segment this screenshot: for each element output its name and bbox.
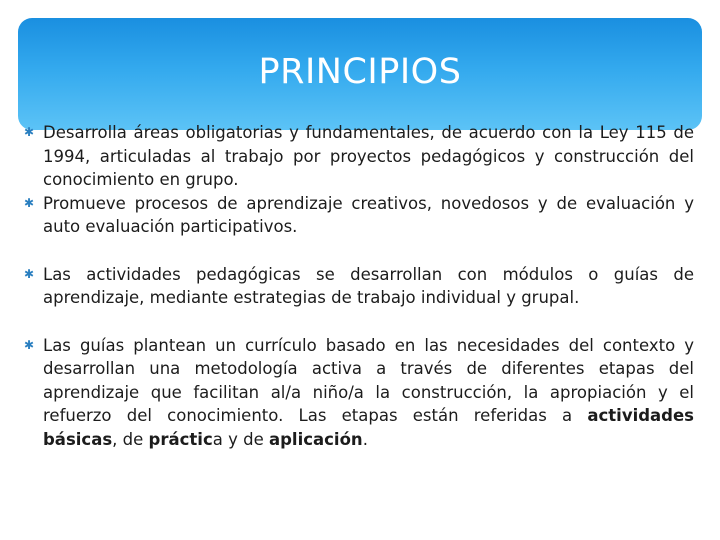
bullet-item xyxy=(22,334,694,452)
asterisk-bullet-icon: ✱ xyxy=(23,125,35,139)
asterisk-bullet-icon: ✱ xyxy=(23,195,35,210)
bullet-text-part: a y de xyxy=(212,429,269,449)
asterisk-bullet-icon: ✱ xyxy=(23,266,35,281)
bold-term: aplicación xyxy=(268,429,363,449)
asterisk-bullet-icon: ✱ xyxy=(23,337,35,352)
bullet-text-part: Las guías plantean un currículo basado en las necesidades del contexto y desarrollan una metodología activa a través de diferentes etapas del aprendizaje que facilitan al/a niño/a la construcción, la apropiación y el refuerzo del conocimiento. Las etapas están referidas a xyxy=(43,335,694,425)
bold-term: actividades básicas xyxy=(43,406,694,449)
bullet-list xyxy=(22,121,694,451)
bullet-text-part: , de xyxy=(112,429,149,449)
bullet-item xyxy=(22,263,694,310)
bullet-text xyxy=(43,336,694,449)
bullet-item xyxy=(22,121,694,192)
bold-term: práctic xyxy=(148,429,213,449)
bullet-text: Desarrolla áreas obligatorias y fundamentales, de acuerdo con la Ley 115 de 1994, articuladas al trabajo por proyectos pedagógicos y construcción del conocimiento en grupo. xyxy=(43,123,694,189)
bullet-text: Promueve procesos de aprendizaje creativos, novedosos y de evaluación y auto evaluación participativos. xyxy=(43,193,694,236)
slide-title: PRINCIPIOS xyxy=(258,52,462,92)
bullet-item xyxy=(22,192,694,239)
bullet-text: Las actividades pedagógicas se desarrollan con módulos o guías de aprendizaje, mediante estrategias de trabajo individual y grupal. xyxy=(43,264,694,307)
bullet-text-part: . xyxy=(362,429,368,449)
